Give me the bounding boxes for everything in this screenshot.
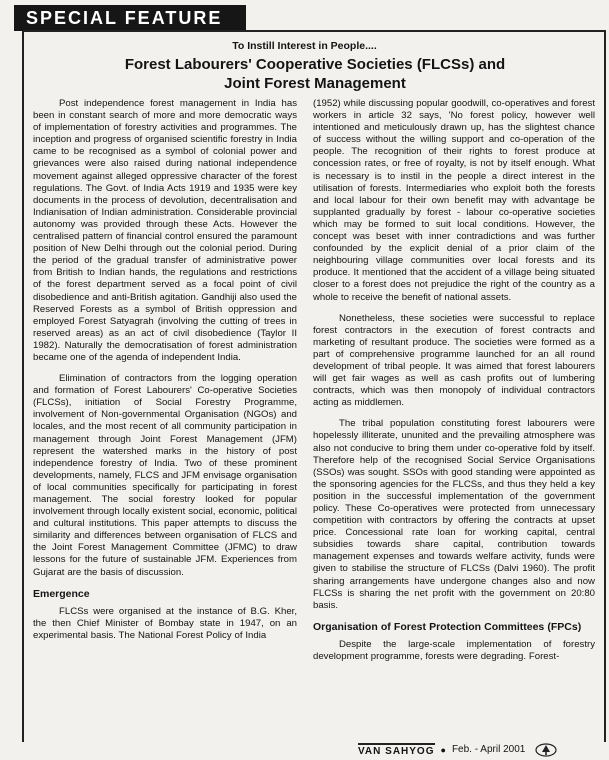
section-heading-fpc: Organisation of Forest Protection Committees (FPCs) [313, 620, 582, 633]
right-column [313, 98, 595, 743]
paragraph: Elimination of contractors from the logging operation and formation of Forest Labourers' Co-operative Societies (FLCSs), initiation of Social Forestry Programme, involvement of Non-governmental Organisation (NGOs) and locales, and the most recent of all community participation in management through Joint Forest Management (JFM) represent the watershed marks in the history of post independence forestry of India. Two of these prominent developments, namely, FLCS and JFM envisage organisation of local communities specifically for participating in forest management. The social forestry looked for popular involvement through locally existent social, economic, political and cultural institutions. This paper attempts to discuss the similarity and differences between organisation of FLCS and the Joint Forest Management Committee (JFMC) to draw lessons for the future of sustainable JFM. Experiences from Gujarat are the basis of discussion. [33, 373, 297, 578]
article-title [40, 55, 590, 93]
footer-separator: ● [440, 744, 446, 755]
page-footer [358, 741, 608, 758]
magazine-name: VAN SAHYOG [358, 743, 435, 757]
paragraph: (1952) while discussing popular goodwill, co-operatives and forest workers in article 32 says, 'No forest policy, however well intentioned and meticulously drawn up, has the slightest chance of success without the willing support and co-operation of the people. The recognition of their rights to forest produce at concession rates, or free of royalty, is not by itself enough. What is necessary is to instil in the people a direct interest in the utilisation of forests. Intermediaries who exploit both the forests and local labour for their own benefit may with advantage be supplanted gradually by forest - labour co-operative societies which may be formed to suit local conditions. However, the concept was beset with inner contradictions and was further confounded by the explicit denial of a prior claim of the neighbouring village communities over local forests and its produce. It mentioned that the accident of a village being situated closer to a forest does not prejudice the right of the country as a whole to receive the benefit of national assets. [313, 98, 595, 303]
banner-label: SPECIAL FEATURE [26, 7, 223, 28]
article-kicker: To Instill Interest in People.... [232, 40, 377, 52]
title-line-2: Joint Forest Management [224, 75, 406, 92]
paragraph: FLCSs were organised at the instance of B.G. Kher, the then Chief Minister of Bombay state in 1947, on an experimental basis. The National Forest Policy of India [33, 605, 297, 641]
paragraph: Post independence forest management in India has been in constant search of more and more democratic ways of implementation of forestry activities and programmes. The inception and progress of organised scientific forestry in India came to be recognised as a symbol of colonial power and grievances were also raised during national independence movement against alleged oppressive character of the forest regulations. The Govt. of India Acts 1919 and 1935 were key documents in the process of devolution, decentralisation and Indianisation of Indian administration. Considerable provincial autonomy was provided through these Acts. However the centralised pattern of financial control ensured the paramount position of New Delhi through out the colonial period. During the period of the gradual transfer of administrative power from British to Indian hands, the regulations and restrictions of the forest department served as a focal point of civil disobedience and anti-British agitation. Gandhiji also used the Reserved Forests as a symbol of British oppression and employed Forest Satyagrah (involving the cutting of trees in reserved areas) as an act of civil disobedience (Taylor II 1982). Naturally the democratisation of forest administration became one of the agenda of independent India. [33, 98, 297, 363]
paragraph: Despite the large-scale implementation of forestry development programme, forests were degrading. Forest- [313, 638, 595, 663]
title-line-1: Forest Labourers' Cooperative Societies (FLCSs) and [124, 56, 506, 73]
paragraph: Nonetheless, these societies were successful to replace forest contractors in the execution of forest contracts and marketing of resultant produce. The societies were formed as a part of comprehensive programme launched for an all round development of tribal people. It was aimed that forest labourers will get fair wages as well as cash profits out of lumbering contracts, which was then monopoly of individual contractors acting as middlemen. [313, 312, 595, 409]
paragraph: The tribal population constituting forest labourers were hopelessly illiterate, ununited and the prevailing atmosphere was also not conducive to bring them under co-operative fold by itself. Therefore help of the recognised Social Service Organisations (SSOs) was sought. SSOs with good standing were appointed as the sponsoring agencies for the FLCSs, and thus they held a key position in the successful implementation of the government policy. These Co-operatives were protected from unnecessary competition with contractors by offering the contracts at upset price. Concessional rate loan for working capital, central subsidies towards share capital, contribution towards management expenses and towards welfare activity, funds were given to stabilise the structure of FLCSs (Dalvi 1960). The profit sharing arrangements have undergone changes also and now FLCSs is sharing the net profit with the government on 20:80 basis. [313, 418, 595, 611]
left-column [33, 98, 297, 720]
tree-logo-icon [535, 743, 557, 757]
section-heading-emergence: Emergence [33, 587, 90, 600]
issue-date: Feb. - April 2001 [451, 744, 526, 755]
section-banner [14, 5, 246, 31]
